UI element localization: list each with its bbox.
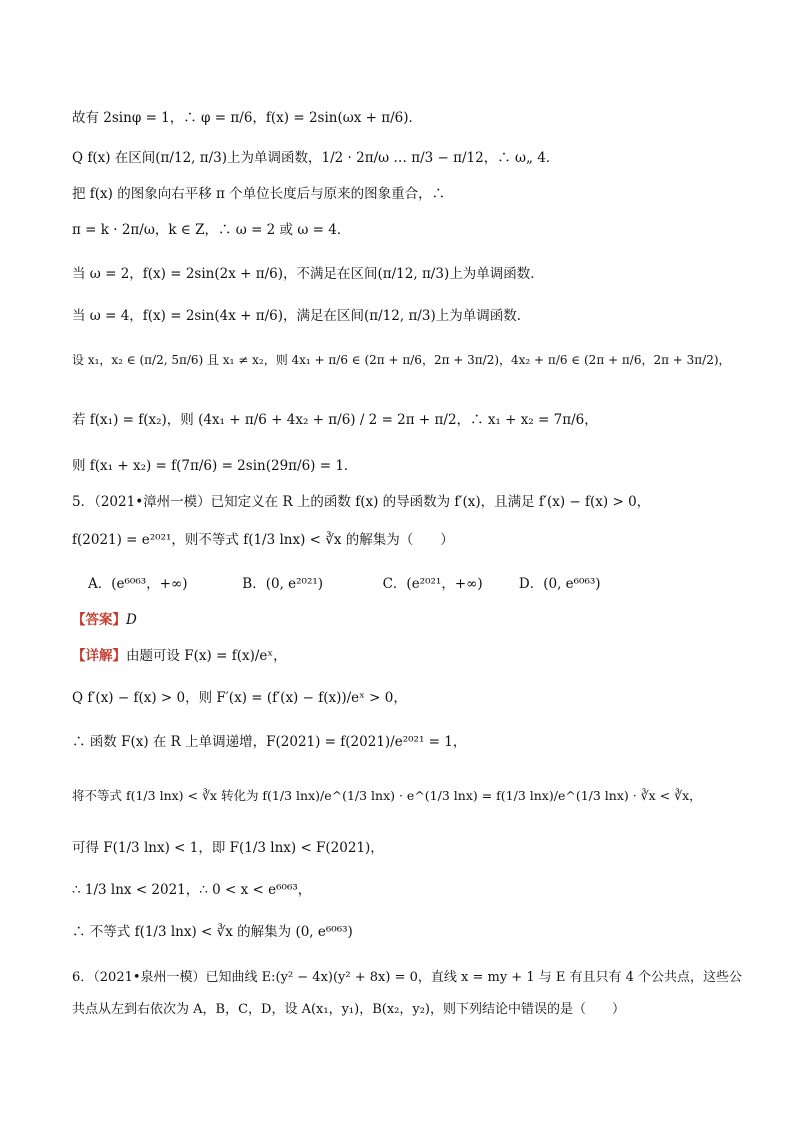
question-5-options (88, 574, 754, 594)
text-line-8: 若 f(x₁) = f(x₂)，则 (4x₁ + π/6 + 4x₂ + π/6) / 2 = 2π + π/2，∴ x₁ + x₂ = 7π/6， (72, 412, 598, 428)
answer-value: D (126, 612, 137, 628)
detail-line-6: ∴ 1/3 lnx < 2021，∴ 0 < x < e⁶⁰⁶³， (72, 882, 312, 898)
question-6-stem-cont: 共点从左到右依次为 A，B，C，D，设 A(x₁，y₁)，B(x₂，y₂)，则下列结论中错误的是（ ） (72, 1002, 626, 1017)
option-c: C．(e²⁰²¹，+∞) (382, 576, 483, 592)
text-line-3: 把 f(x) 的图象向右平移 π 个单位长度后与原来的图象重合，∴ (72, 186, 446, 202)
answer-line (72, 610, 754, 630)
answer-label: 【答案】 (72, 612, 126, 628)
detail-line-3: ∴ 函数 F(x) 在 R 上单调递增，F(2021) = f(2021)/e²⁰²¹ = 1， (72, 734, 467, 750)
option-b: B．(0, e²⁰²¹) (242, 576, 324, 592)
detail-line-2: Q f′(x) − f(x) > 0，则 F′(x) = (f′(x) − f(x))/eˣ > 0， (72, 690, 407, 706)
text-line-5: 当 ω = 2，f(x) = 2sin(2x + π/6)，不满足在区间(π/12, π/3)上为单调函数． (72, 266, 544, 282)
question-5-stem: 5．（2021•漳州一模）已知定义在 R 上的函数 f(x) 的导函数为 f′(x)，且满足 f′(x) − f(x) > 0， (72, 494, 651, 510)
detail-first: 由题可设 F(x) = f(x)/eˣ， (126, 648, 287, 664)
question-6-stem: 6．（2021•泉州一模）已知曲线 E:(y² − 4x)(y² + 8x) = 0，直线 x = my + 1 与 E 有且只有 4 个公共点，这些公 (72, 970, 743, 985)
text-line-2: Q f(x) 在区间(π/12, π/3)上为单调函数，1/2 · 2π/ω … π/3 − π/12，∴ ω„ 4． (72, 150, 560, 166)
text-line-1: 故有 2sinφ = 1，∴ φ = π/6，f(x) = 2sin(ωx + π/6)． (72, 110, 423, 126)
question-5-stem-cont: f(2021) = e²⁰²¹，则不等式 f(1/3 lnx) < ∛x 的解集为（ ） (72, 532, 454, 548)
text-line-9: 则 f(x₁ + x₂) = f(7π/6) = 2sin(29π/6) = 1． (72, 458, 358, 474)
detail-line-4: 将不等式 f(1/3 lnx) < ∛x 转化为 f(1/3 lnx)/e^(1/3 lnx) · e^(1/3 lnx) = f(1/3 lnx)/e^(1/3 lnx) · ∛x < ∛x， (72, 788, 702, 803)
detail-line-5: 可得 F(1/3 lnx) < 1，即 F(1/3 lnx) < F(2021)， (72, 840, 384, 856)
detail-line-7: ∴ 不等式 f(1/3 lnx) < ∛x 的解集为 (0, e⁶⁰⁶³) (72, 924, 353, 940)
detail-line-1 (72, 646, 754, 666)
text-line-4: π = k · 2π/ω，k ∈ Z，∴ ω = 2 或 ω = 4． (72, 222, 351, 238)
detail-label: 【详解】 (72, 648, 126, 664)
option-a: A．(e⁶⁰⁶³，+∞) (88, 576, 188, 592)
text-line-7: 设 x₁，x₂ ∈ (π/2, 5π/6) 且 x₁ ≠ x₂，则 4x₁ + π/6 ∈ (2π + π/6，2π + 3π/2)，4x₂ + π/6 ∈ (2π + π/6，2π + 3π/2)， (72, 353, 731, 367)
text-line-6: 当 ω = 4，f(x) = 2sin(4x + π/6)，满足在区间(π/12, π/3)上为单调函数． (72, 308, 531, 324)
option-d: D．(0, e⁶⁰⁶³) (518, 576, 601, 592)
